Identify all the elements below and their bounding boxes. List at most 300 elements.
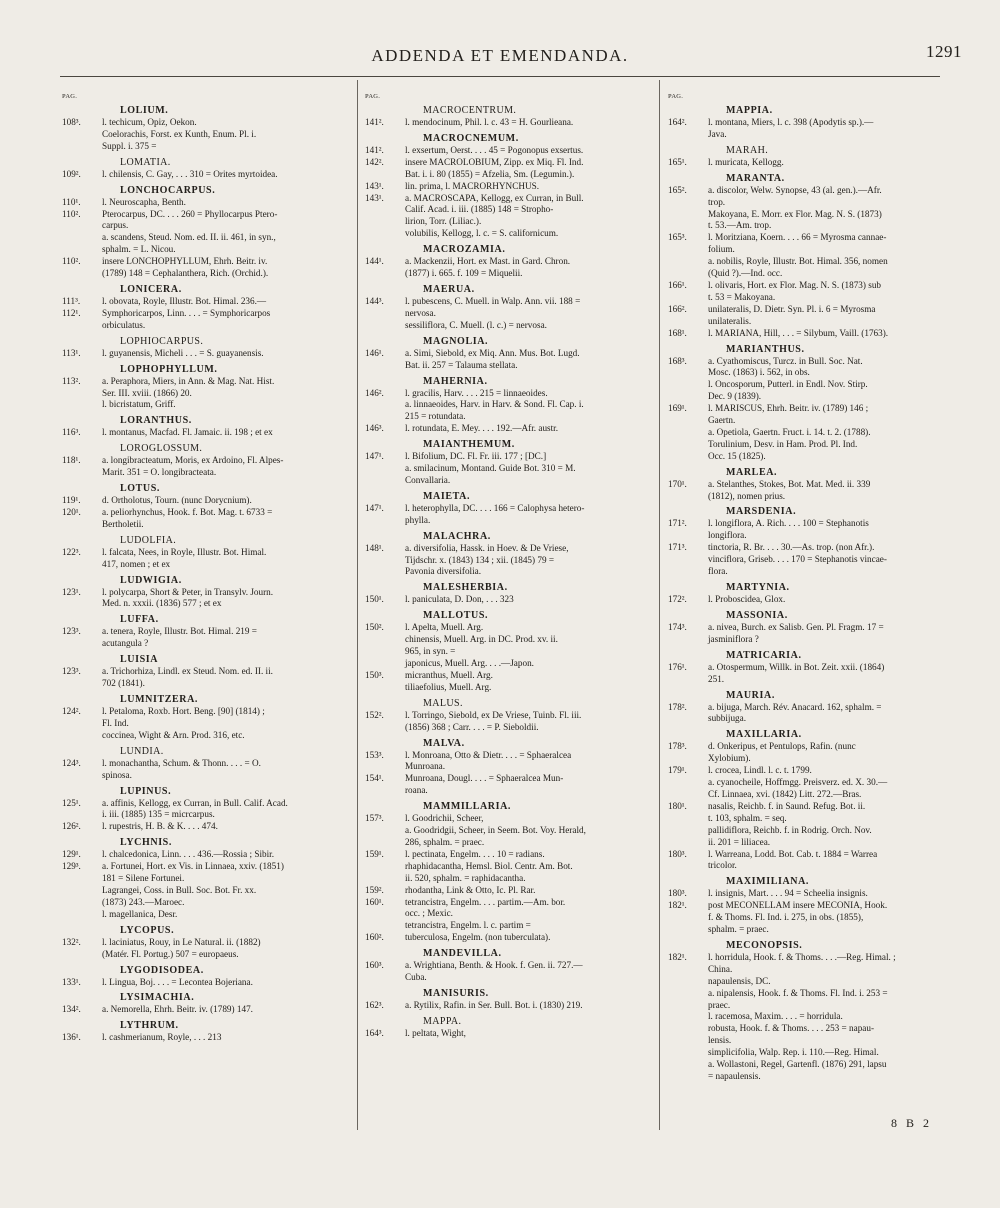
entry-line: a. smilacinum, Montand. Guide Bot. 310 = M.: [405, 463, 576, 474]
entry-line: flora.: [708, 566, 728, 577]
genus-heading: LYTHRUM.: [120, 1020, 179, 1032]
index-entry: [62, 1032, 347, 1044]
entry-page-ref: 164².: [668, 117, 687, 127]
entry-line: l. obovata, Royle, Illustr. Bot. Himal. 236.—: [102, 295, 267, 306]
entry-line: a. bijuga, March. Rév. Anacard. 162, sphalm. =: [708, 701, 882, 712]
genus-heading: MAURIA.: [726, 689, 775, 701]
entry-line: (1812), nomen prius.: [708, 490, 786, 501]
index-entry: [365, 463, 651, 487]
entry-line: post MECONELLAM insere MECONIA, Hook.: [708, 900, 888, 911]
entry-page-ref: 111³.: [62, 295, 81, 306]
entry-line: Cf. Linnaea, xvi. (1842) Litt. 272.—Bras.: [708, 788, 862, 799]
entry-line: t. 53.—Am. trop.: [708, 220, 772, 231]
index-entry: [668, 777, 954, 801]
entry-line: l. paniculata, D. Don, . . . 323: [405, 594, 514, 605]
entry-line: pallidiflora, Reichb. f. in Rodrig. Orch. Nov.: [708, 824, 872, 835]
index-entry: [668, 304, 954, 328]
entry-line: japonicus, Muell. Arg. . . .—Japon.: [405, 658, 534, 668]
entry-page-ref: 165³.: [668, 232, 687, 243]
index-entry: [365, 710, 651, 734]
entry-line: l. laciniatus, Rouy, in Le Natural. ii. (1882): [102, 936, 261, 947]
index-entry: [62, 977, 347, 989]
entry-line: a. peliorhynchus, Hook. f. Bot. Mag. t. 6733 =: [102, 506, 273, 517]
index-entry: [668, 379, 954, 403]
index-entry: [62, 209, 347, 233]
entry-page-ref: 160¹.: [365, 896, 384, 907]
entry-page-ref: 126².: [62, 821, 81, 832]
entry-line: l. monachantha, Schum. & Thonn. . . . = O.: [102, 757, 261, 768]
entry-line: l. Oncosporum, Putterl. in Endl. Nov. Stirp.: [708, 379, 868, 390]
column-divider: [659, 80, 660, 1130]
index-entry: [668, 702, 954, 726]
entry-page-ref: 109².: [62, 168, 81, 179]
entry-line: l. peltata, Wight,: [405, 1027, 466, 1038]
index-entry: [365, 320, 651, 332]
genus-heading: MACROZAMIA.: [423, 244, 506, 256]
genus-heading: LONCHOCARPUS.: [120, 184, 216, 196]
index-entry: [62, 849, 347, 861]
entry-line: l. guyanensis, Micheli . . . = S. guayanensis.: [102, 347, 264, 358]
entry-page-ref: 118¹.: [62, 455, 81, 466]
entry-line: Pavonia diversifolia.: [405, 566, 482, 577]
entry-page-ref: 148¹.: [365, 542, 384, 553]
index-entry: [668, 554, 954, 578]
index-entry: [365, 670, 651, 682]
genus-heading: MASSONIA.: [726, 609, 788, 621]
entry-line: l. chilensis, C. Gay, . . . 310 = Orites myrtoidea.: [102, 168, 278, 179]
entry-line: l. olivaris, Hort. ex Flor. Mag. N. S. (1873) sub: [708, 279, 882, 290]
entry-page-ref: 164³.: [365, 1027, 384, 1038]
entry-line: simplicifolia, Walp. Rep. i. 110.—Reg. Himal.: [708, 1047, 879, 1058]
entry-line: = napaulensis.: [708, 1071, 761, 1081]
entry-line: a. Wrightiana, Benth. & Hook. f. Gen. ii. 727.—: [405, 960, 583, 971]
entry-page-ref: 112¹.: [62, 307, 81, 318]
entry-page-ref: 153³.: [365, 749, 384, 760]
index-entry: [62, 197, 347, 209]
entry-line: Munroana, Dougl. . . . = Sphaeralcea Mun-: [405, 773, 564, 784]
entry-page-ref: 142².: [365, 156, 384, 167]
column-3: [668, 92, 954, 1083]
entry-line: a. Peraphora, Miers, in Ann. & Mag. Nat. Hist.: [102, 375, 275, 386]
entry-line: l. chalcedonica, Linn. . . . 436.—Rossia ; Sibir.: [102, 849, 274, 860]
entry-page-ref: 141².: [365, 117, 384, 127]
index-entry: [668, 232, 954, 256]
running-title: ADDENDA ET EMENDANDA.: [371, 46, 629, 65]
entry-line: 215 = rotundata.: [405, 411, 466, 422]
entry-line: China.: [708, 963, 733, 974]
genus-heading: MANDEVILLA.: [423, 948, 502, 960]
index-entry: [668, 741, 954, 765]
entry-line: Fl. Ind.: [102, 717, 129, 728]
index-entry: [668, 256, 954, 280]
entry-page-ref: 144³.: [365, 295, 384, 306]
entry-line: a. Fortunei, Hort. ex Vis. in Linnaea, xxiv. (1851): [102, 861, 284, 872]
entry-line: l. MARIANA, Hill, . . . = Silybum, Vaill. (1763).: [708, 327, 889, 338]
genus-heading: LOTUS.: [120, 483, 161, 495]
index-entry: [365, 932, 651, 944]
entry-line: praec.: [708, 999, 731, 1010]
index-entry: [365, 750, 651, 774]
index-entry: [365, 228, 651, 240]
entry-line: tetrancistra, Engelm. l. c. partim =: [405, 920, 531, 931]
entry-line: Symphoricarpos, Linn. . . . = Symphoricarpos: [102, 307, 271, 318]
entry-page-ref: 147¹.: [365, 451, 384, 462]
entry-line: l. longiflora, A. Rich. . . . 100 = Stephanotis: [708, 518, 869, 529]
entry-line: a. Stelanthes, Stokes, Bot. Mat. Med. ii. 339: [708, 478, 871, 489]
index-entry: [365, 348, 651, 372]
genus-heading: LOROGLOSSUM.: [120, 443, 203, 455]
column-divider: [357, 80, 358, 1130]
genus-heading: LUDWIGIA.: [120, 574, 182, 586]
entry-line: a. Opetiola, Gaertn. Fruct. i. 14. t. 2. (1788).: [708, 426, 871, 437]
genus-heading: MARTYNIA.: [726, 582, 790, 593]
entry-page-ref: 136¹.: [62, 1032, 81, 1043]
genus-heading: LUDOLFIA.: [120, 534, 177, 546]
column-2: [365, 92, 651, 1040]
entry-page-ref: 113¹.: [62, 347, 81, 358]
entry-page-ref: 179¹.: [668, 765, 687, 776]
entry-line: a. affinis, Kellogg, ex Curran, in Bull. Calif. Acad.: [102, 797, 288, 808]
entry-page-ref: 120¹.: [62, 506, 81, 517]
entry-line: unilateralis, D. Dietr. Syn. Pl. i. 6 = Myrosma: [708, 303, 876, 314]
entry-line: l. montana, Miers, l. c. 398 (Apodytis sp.).—: [708, 117, 874, 127]
entry-line: occ. ; Mexic.: [405, 908, 453, 919]
entry-line: l. gracilis, Harv. . . . 215 = linnaeoides.: [405, 387, 548, 398]
entry-line: l. Monroana, Otto & Dietr. . . . = Sphaeralcea: [405, 749, 572, 760]
entry-line: a. nipalensis, Hook. f. & Thoms. Fl. Ind. i. 253 =: [708, 987, 888, 998]
genus-heading: LOPHIOCARPUS.: [120, 335, 204, 347]
index-entry: [668, 662, 954, 686]
index-entry: [365, 634, 651, 658]
entry-line: l. insignis, Mart. . . . 94 = Scheelia insignis.: [708, 888, 868, 899]
genus-heading: LONICERA.: [120, 283, 182, 295]
entry-line: 417, nomen ; et ex: [102, 558, 171, 569]
entry-page-ref: 172².: [668, 594, 687, 604]
entry-line: 251.: [708, 673, 725, 684]
entry-line: (1856) 368 ; Carr. . . . = P. Sieboldii.: [405, 721, 539, 732]
index-entry: [668, 1047, 954, 1059]
index-entry: [668, 427, 954, 463]
entry-line: Calif. Acad. i. iii. (1885) 148 = Stropho-: [405, 204, 554, 215]
entry-line: a. Trichorhiza, Lindl. ex Steud. Nom. ed. II. ii.: [102, 666, 273, 677]
entry-line: l. bicristatum, Griff.: [102, 399, 176, 410]
entry-line: folium.: [708, 244, 735, 255]
index-entry: [668, 185, 954, 209]
index-entry: [365, 423, 651, 435]
genus-heading: MALACHRA.: [423, 530, 491, 542]
entry-line: 965, in syn. =: [405, 646, 456, 657]
entry-line: a. Otospermum, Willk. in Bot. Zeit. xxii. (1864): [708, 661, 885, 672]
entry-page-ref: 147¹.: [365, 502, 384, 513]
entry-line: l. pectinata, Engelm. . . . 10 = radians.: [405, 848, 545, 859]
entry-page-ref: 110².: [62, 256, 81, 267]
entry-line: t. 103, sphalm. = seq.: [708, 812, 787, 823]
index-entry: [668, 801, 954, 825]
entry-line: a. longibracteatum, Moris, ex Ardoino, Fl. Alpes-: [102, 455, 284, 466]
entry-line: carpus.: [102, 220, 129, 231]
entry-page-ref: 133¹.: [62, 976, 81, 987]
entry-line: Makoyana, E. Morr. ex Flor. Mag. N. S. (1873): [708, 208, 882, 219]
index-entry: [668, 765, 954, 777]
entry-page-ref: 182¹.: [668, 900, 687, 911]
index-entry: [62, 129, 347, 153]
entry-line: l. muricata, Kellogg.: [708, 156, 784, 167]
index-entry: [365, 399, 651, 423]
page-ref-label: PAG.: [668, 93, 684, 100]
entry-line: longiflora.: [708, 530, 747, 541]
entry-page-ref: 124³.: [62, 757, 81, 768]
index-entry: [668, 356, 954, 380]
index-entry: [365, 1028, 651, 1040]
genus-heading: LYCOPUS.: [120, 924, 175, 936]
entry-page-ref: 169¹.: [668, 403, 687, 414]
entry-line: 286, sphalm. = praec.: [405, 836, 485, 847]
entry-line: Bat. ii. 257 = Talauma stellata.: [405, 359, 518, 370]
genus-heading: MATRICARIA.: [726, 649, 802, 661]
entry-page-ref: 123¹.: [62, 586, 81, 597]
entry-line: Marit. 351 = O. longibracteata.: [102, 467, 217, 478]
entry-line: insere LONCHOPHYLLUM, Ehrh. Beitr. iv.: [102, 256, 268, 267]
genus-heading: LUFFA.: [120, 614, 159, 626]
entry-line: l. montanus, Macfad. Fl. Jamaic. ii. 198 ; et ex: [102, 427, 273, 438]
entry-line: Lagrangei, Coss. in Bull. Soc. Bot. Fr. xx.: [102, 884, 257, 895]
entry-page-ref: 165¹.: [668, 156, 687, 167]
entry-line: a. Nemorella, Ehrh. Beitr. iv. (1789) 147.: [102, 1004, 253, 1015]
genus-heading: MAXIMILIANA.: [726, 876, 810, 888]
index-entry: [668, 117, 954, 141]
entry-line: a. Simi, Siebold, ex Miq. Ann. Mus. Bot. Lugd.: [405, 347, 580, 358]
index-entry: [668, 849, 954, 873]
entry-line: orbiculatus.: [102, 319, 146, 330]
index-entry: [62, 256, 347, 280]
entry-line: l. Apelta, Muell. Arg.: [405, 622, 484, 633]
entry-page-ref: 113².: [62, 375, 81, 386]
entry-line: l. Moritziana, Koern. . . . 66 = Myrosma cannae-: [708, 232, 887, 243]
entry-line: l. magellanica, Desr.: [102, 908, 178, 919]
genus-heading: MAIANTHEMUM.: [423, 439, 515, 451]
entry-page-ref: 146².: [365, 387, 384, 398]
entry-line: Java.: [708, 128, 727, 139]
index-entry: [365, 157, 651, 181]
entry-line: a. nivea, Burch. ex Salisb. Gen. Pl. Fragm. 17 =: [708, 621, 884, 632]
entry-page-ref: 123³.: [62, 626, 81, 637]
entry-line: vinciflora, Griseb. . . . 170 = Stephanotis vincae-: [708, 554, 887, 565]
entry-line: insere MACROLOBIUM, Zipp. ex Miq. Fl. Ind.: [405, 156, 584, 167]
entry-line: volubilis, Kellogg, l. c. = S. californicum.: [405, 228, 559, 239]
entry-page-ref: 150¹.: [365, 594, 384, 605]
index-entry: [62, 861, 347, 885]
index-entry: [668, 518, 954, 542]
index-entry: [668, 888, 954, 900]
genus-heading: MALUS.: [423, 697, 463, 709]
entry-line: nervosa.: [405, 307, 436, 318]
entry-page-ref: 182¹.: [668, 951, 687, 962]
entry-page-ref: 154¹.: [365, 773, 384, 784]
entry-line: acutangula ?: [102, 638, 149, 649]
index-entry: [365, 117, 651, 129]
entry-page-ref: 110¹.: [62, 196, 81, 207]
page-header: [0, 36, 1000, 76]
entry-line: Bertholetii.: [102, 518, 144, 529]
entry-line: rhodantha, Link & Otto, Ic. Pl. Rar.: [405, 884, 536, 895]
index-entry: [365, 296, 651, 320]
entry-line: l. pubescens, C. Muell. in Walp. Ann. vii. 188 =: [405, 295, 581, 306]
entry-page-ref: 150³.: [365, 669, 384, 680]
genus-heading: MARAH.: [726, 144, 769, 156]
entry-page-ref: 160².: [365, 932, 384, 943]
entry-line: l. Petaloma, Roxb. Hort. Beng. [90] (1814) ;: [102, 706, 265, 716]
index-entry: [365, 773, 651, 797]
entry-page-ref: 150².: [365, 622, 384, 633]
entry-line: jasminiflora ?: [708, 633, 759, 644]
index-entry: [62, 587, 347, 611]
entry-line: unilateralis.: [708, 315, 752, 326]
genus-heading: MAMMILLARIA.: [423, 801, 512, 813]
index-entry: [365, 849, 651, 861]
index-entry: [365, 658, 651, 670]
entry-line: l. Bifolium, DC. Fl. Fr. iii. 177 ; [DC.]: [405, 451, 547, 462]
entry-line: a. Rytilix, Rafin. in Ser. Bull. Bot. i. (1830) 219.: [405, 999, 583, 1010]
entry-page-ref: 168³.: [668, 355, 687, 366]
genus-heading: MAPPA.: [423, 1015, 462, 1027]
entry-line: chinensis, Muell. Arg. in DC. Prod. xv. ii.: [405, 634, 558, 645]
entry-page-ref: 124².: [62, 706, 81, 716]
entry-page-ref: 132².: [62, 936, 81, 947]
entry-line: tiliaefolius, Muell. Arg.: [405, 681, 492, 692]
entry-line: l. techicum, Opiz, Oekon.: [102, 117, 197, 127]
index-entry: [365, 885, 651, 897]
index-entry: [668, 988, 954, 1012]
index-entry: [668, 479, 954, 503]
entry-line: Gaertn.: [708, 415, 736, 426]
index-entry: [62, 1004, 347, 1016]
entry-line: l. horridula, Hook. f. & Thoms. . . .—Reg. Himal. ;: [708, 951, 896, 962]
entry-line: l. Lingua, Boj. . . . = Lecontea Bojeriana.: [102, 976, 253, 987]
entry-line: Tijdschr. x. (1843) 134 ; xii. (1845) 79 =: [405, 554, 555, 565]
entry-line: l. mendocinum, Phil. l. c. 43 = H. Gourlieana.: [405, 117, 574, 127]
entry-page-ref: 143¹.: [365, 180, 384, 191]
entry-line: tinctoria, R. Br. . . . 30.—As. trop. (non Afr.).: [708, 542, 875, 553]
entry-line: ii. 201 = liliacea.: [708, 836, 771, 847]
index-entry: [668, 594, 954, 606]
page-ref-label: PAG.: [365, 93, 381, 100]
index-entry: [365, 543, 651, 579]
entry-page-ref: 168¹.: [668, 327, 687, 338]
entry-line: tetrancistra, Engelm. . . . partim.—Am. bor.: [405, 896, 566, 907]
index-entry: [62, 455, 347, 479]
entry-page-ref: 171².: [668, 518, 687, 529]
entry-line: nasalis, Reichb. f. in Saund. Refug. Bot. ii.: [708, 800, 866, 811]
index-entry: [62, 169, 347, 181]
header-rule: [60, 76, 940, 77]
index-entry: [365, 388, 651, 400]
entry-page-ref: 157³.: [365, 813, 384, 824]
entry-page-ref: 159².: [365, 884, 384, 895]
index-entry: [668, 157, 954, 169]
entry-line: trop.: [708, 196, 726, 207]
entry-line: l. falcata, Nees, in Royle, Illustr. Bot. Himal.: [102, 546, 267, 557]
index-entry: [668, 1023, 954, 1047]
entry-page-ref: 180³.: [668, 888, 687, 899]
entry-line: l. MARISCUS, Ehrh. Beitr. iv. (1789) 146 ;: [708, 403, 869, 414]
genus-heading: MANISURIS.: [423, 987, 489, 999]
entry-line: Suppl. i. 375 =: [102, 140, 157, 151]
index-entry: [668, 1011, 954, 1023]
entry-line: a. scandens, Steud. Nom. ed. II. ii. 461, in syn.,: [102, 232, 276, 243]
entry-line: lirion, Torr. (Liliac.).: [405, 216, 482, 227]
index-entry: [62, 547, 347, 571]
index-entry: [365, 181, 651, 193]
entry-line: Mosc. (1863) i. 562, in obs.: [708, 367, 810, 378]
entry-line: Dec. 9 (1839).: [708, 391, 762, 402]
entry-page-ref: 129¹.: [62, 849, 81, 860]
index-entry: [62, 308, 347, 332]
index-entry: [62, 666, 347, 690]
index-entry: [62, 232, 347, 256]
index-entry: [62, 427, 347, 439]
index-entry: [668, 542, 954, 554]
entry-line: a. Goodridgii, Scheer, in Seem. Bot. Voy. Herald,: [405, 825, 586, 836]
entry-line: sphalm. = L. Nicou.: [102, 244, 176, 255]
genus-heading: LYGODISODEA.: [120, 964, 204, 976]
index-entry: [365, 825, 651, 849]
entry-line: l. Proboscidea, Glox.: [708, 594, 786, 604]
entry-line: robusta, Hook. f. & Thoms. . . . 253 = napau-: [708, 1023, 875, 1034]
entry-line: a. tenera, Royle, Illustr. Bot. Himal. 219 =: [102, 626, 257, 637]
index-entry: [62, 885, 347, 909]
genus-heading: LUNDIA.: [120, 745, 164, 757]
entry-line: l. Torringo, Siebold, ex De Vriese, Tuinb. Fl. iii.: [405, 709, 582, 720]
entry-page-ref: 123³.: [62, 666, 81, 677]
index-entry: [365, 594, 651, 606]
entry-line: lensis.: [708, 1035, 732, 1046]
index-entry: [365, 193, 651, 229]
entry-line: l. Goodrichii, Scheer,: [405, 813, 484, 824]
entry-line: l. cashmerianum, Royle, . . . 213: [102, 1032, 222, 1043]
entry-page-ref: 170¹.: [668, 478, 687, 489]
index-entry: [668, 280, 954, 304]
entry-line: a. Mackenzii, Hort. ex Mast. in Gard. Chron.: [405, 256, 571, 267]
entry-line: a. Cyathomiscus, Turcz. in Bull. Soc. Nat.: [708, 355, 863, 366]
genus-heading: MAGNOLIA.: [423, 335, 489, 347]
entry-line: 702 (1841).: [102, 678, 145, 689]
entry-line: ii. 520, sphalm. = raphidacantha.: [405, 872, 526, 883]
genus-heading: MAIETA.: [423, 490, 471, 502]
entry-line: a. discolor, Welw. Synopse, 43 (al. gen.).—Afr.: [708, 184, 882, 195]
entry-page-ref: 166¹.: [668, 279, 687, 290]
index-entry: [668, 1059, 954, 1083]
entry-page-ref: 160³.: [365, 960, 384, 971]
index-entry: [365, 897, 651, 921]
entry-line: micranthus, Muell. Arg.: [405, 669, 493, 680]
genus-heading: LORANTHUS.: [120, 415, 192, 427]
entry-line: coccinea, Wight & Arn. Prod. 316, etc.: [102, 729, 245, 740]
entry-page-ref: 122³.: [62, 546, 81, 557]
index-entry: [365, 1000, 651, 1012]
entry-line: l. polycarpa, Short & Peter, in Transylv. Journ.: [102, 586, 274, 597]
entry-line: (Matér. Fl. Portug.) 507 = europaeus.: [102, 948, 239, 959]
index-entry: [365, 451, 651, 463]
entry-page-ref: 171³.: [668, 542, 687, 553]
entry-line: sphalm. = praec.: [708, 924, 769, 935]
entry-page-ref: 159¹.: [365, 848, 384, 859]
entry-page-ref: 180³.: [668, 848, 687, 859]
page-number: 1291: [926, 42, 962, 61]
index-entry: [668, 825, 954, 849]
index-entry: [668, 976, 954, 988]
entry-line: l. Warreana, Lodd. Bot. Cab. t. 1884 = Warrea: [708, 848, 878, 859]
genus-heading: MAXILLARIA.: [726, 729, 802, 741]
